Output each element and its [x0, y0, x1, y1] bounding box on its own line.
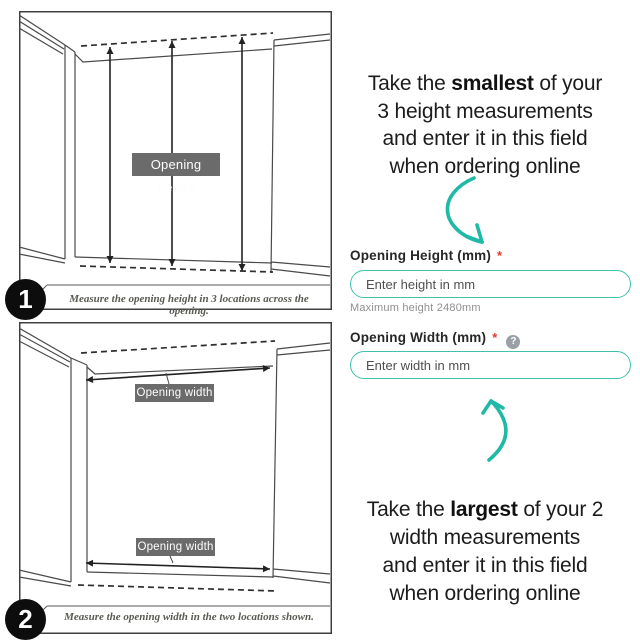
diagram2-caption: Measure the opening width in the two locations shown. — [64, 611, 314, 623]
instruction-top-line1: Take the smallest of your — [367, 72, 603, 95]
opening-width-diagram — [19, 322, 332, 634]
diagram-border — [20, 323, 332, 634]
instruction-bottom-line3: and enter it in this field — [382, 554, 588, 577]
step-1-number: 1 — [18, 284, 33, 314]
instruction-bottom-line4: when ordering online — [389, 582, 581, 605]
opening-height-diagram — [19, 11, 332, 317]
caption-separator — [40, 285, 330, 292]
opening-width-input[interactable] — [350, 351, 631, 379]
opening-width-measure-label-top: Opening width — [135, 384, 214, 402]
opening-width-label: Opening Width (mm) * ? — [350, 330, 520, 349]
room-line-art-width — [19, 322, 332, 634]
step-1-badge — [5, 279, 46, 320]
curved-arrow-up-icon — [476, 396, 522, 466]
curved-arrow-down-icon — [418, 170, 508, 248]
instruction-top — [338, 70, 632, 180]
diagram1-caption: Measure the opening height in 3 locations across the opening. — [69, 293, 309, 317]
opening-width-measure-label-bottom: Opening width — [136, 538, 215, 556]
opening-height-input[interactable] — [350, 270, 631, 298]
instruction-bottom — [338, 496, 632, 608]
required-asterisk: * — [497, 248, 503, 263]
room-walls — [19, 15, 330, 276]
max-height-note: Maximum height 2480mm — [350, 302, 481, 314]
instruction-top-line3: and enter it in this field — [382, 127, 588, 150]
instruction-bottom-line2: width measurements — [389, 526, 581, 549]
instruction-top-line4: when ordering online — [389, 154, 581, 178]
step-2-badge — [5, 599, 46, 640]
required-asterisk: * — [492, 330, 498, 345]
instruction-bottom-line1: Take the largest of your 2 — [366, 498, 604, 521]
step-2-number: 2 — [18, 604, 33, 634]
instruction-top-line2: 3 height measurements — [377, 99, 593, 123]
opening-height-measure-label: Opening height — [132, 153, 220, 176]
help-icon[interactable]: ? — [506, 335, 520, 349]
opening-height-label: Opening Height (mm) * — [350, 248, 503, 263]
